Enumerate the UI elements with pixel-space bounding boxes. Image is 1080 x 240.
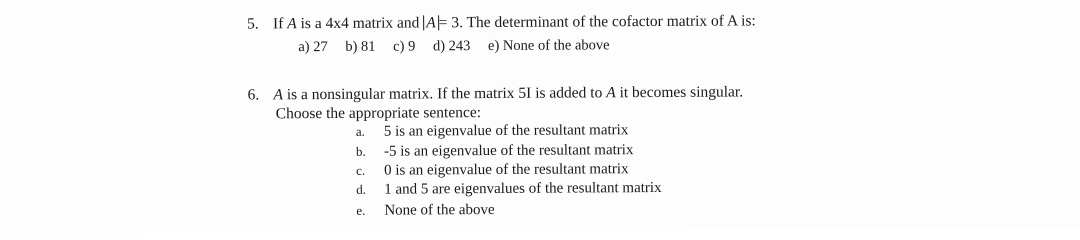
question-5-text-a: If <box>272 15 284 33</box>
determinant-variable: A <box>426 14 436 32</box>
option-text: 0 is an eigenvalue of the resultant matrix <box>384 161 629 179</box>
determinant-bars <box>423 15 439 30</box>
question-5-option-c: c) 9 <box>393 38 416 55</box>
question-6-number: 6. <box>247 86 260 104</box>
question-6-option-a <box>356 121 629 141</box>
option-letter: c. <box>356 162 366 178</box>
question-6-stem <box>248 83 744 104</box>
option-text: 5 is an eigenvalue of the resultant matrix <box>383 122 629 140</box>
question-6-text-b: it becomes singular. <box>619 83 744 102</box>
question-6-option-b <box>356 141 634 161</box>
question-5-option-b: b) 81 <box>345 38 376 55</box>
question-6-instruction: Choose the appropriate sentence: <box>275 104 482 123</box>
question-6-text-a: is a nonsingular matrix. If the matrix 5I is added to <box>286 84 603 104</box>
option-text: None of the above <box>384 201 495 219</box>
question-6-option-d <box>356 179 662 199</box>
question-5-option-a: a) 27 <box>298 38 328 56</box>
option-letter: b. <box>355 143 366 159</box>
question-5-number: 5. <box>247 15 259 33</box>
question-5-option-e: e) None of the above <box>487 37 610 55</box>
question-5-text-b: is a 4x4 matrix and <box>300 14 420 33</box>
question-6-variable-a2: A <box>606 84 616 102</box>
question-5-stem <box>247 12 756 33</box>
question-5-option-d: d) 243 <box>432 38 471 55</box>
question-6-option-c <box>356 160 629 180</box>
option-letter: d. <box>356 181 366 197</box>
option-letter: a. <box>355 123 365 139</box>
question-6-variable-a: A <box>273 86 283 104</box>
question-5-variable-a: A <box>287 15 297 33</box>
question-5-options <box>298 36 623 56</box>
option-letter: e. <box>356 202 366 218</box>
option-text: 1 and 5 are eigenvalues of the resultant matrix <box>384 179 662 198</box>
question-6-option-e <box>356 201 494 220</box>
question-5-text-c: = 3. The determinant of the cofactor matrix of A is: <box>438 12 756 32</box>
option-text: -5 is an eigenvalue of the resultant matrix <box>383 142 634 160</box>
